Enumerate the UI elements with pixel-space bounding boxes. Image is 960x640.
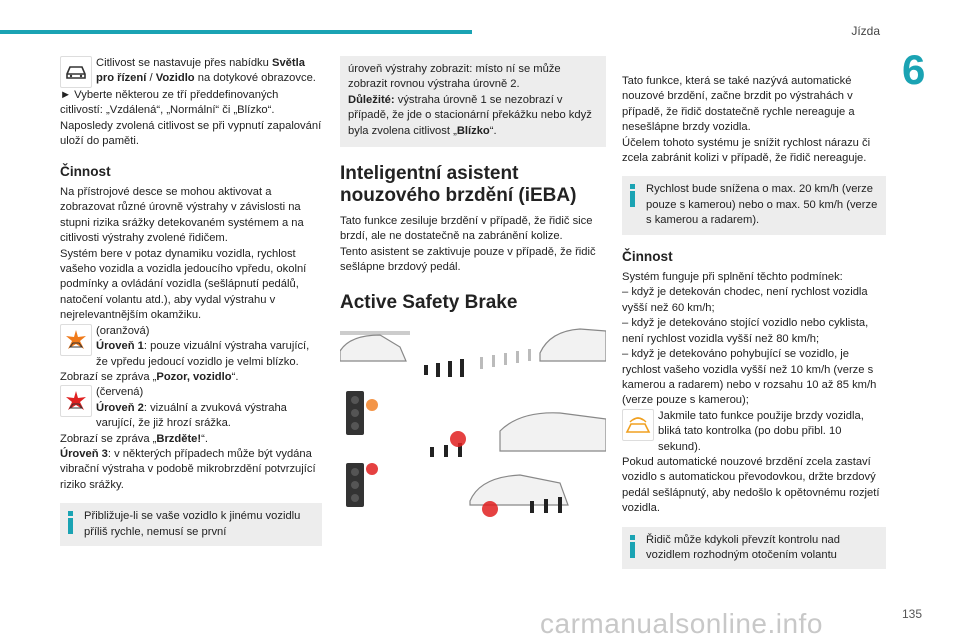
condition-stationary: – když je detekováno stojící vozidlo nebo cyklista, není rychlost vozidla vyšší než 80 km/h; — [622, 317, 869, 345]
conditions-intro: Systém funguje při splnění těchto podmínek: — [622, 271, 843, 284]
car-settings-icon — [60, 56, 92, 88]
ieba-para-1: Tato funkce zesiluje brzdění v případě, že řidič sice brzdí, ale ne dostatečně na zabránění kolize. — [340, 215, 593, 243]
illustration-level-1 — [340, 321, 606, 387]
page-number: 135 — [901, 607, 922, 621]
column-2 — [340, 56, 606, 531]
column-1: Citlivost se nastavuje přes nabídku Světla pro řízení / Vozidlo na dotykové obrazovce. ► Vyberte některou ze tří předdefinovaných citlivostí: „Vzdálená“, „Normální“ či „Blízko“. Naposledy zvolená citlivost se při vypnutí zapalování uloží do paměti. Činnost Na přístrojové desce se mohou aktivovat a zobrazovat různé úrovně výstrahy v závislosti na stupni rizika srážky detekovaném systémem a na citlivosti výstrahy zvolené řidičem. Systém bere v potaz dynamiku vozidla, rychlost vašeho vozidla a vozidla jedoucího vpředu, okolní podmínky a ovládání vozidla (sešlápnutí pedálů, natočení volantu atd.), aby vydal výstrahu v nejrelevantnějším okamžiku. (oranžová) Úroveň 1: pouze vizuální výstraha varující, že vpředu jedoucí vozidlo je velmi blízko. Zobrazí se zpráva „Pozor, vozidlo“. (červená) Úroveň 2: vizuální a zvuková výstraha varující, že již hrozí srážka. Zobrazí se zpráva „Brzděte!“. Úroveň 3: v některých případech může být vydána vibrační výstraha v podobě mikrobrzdění potvrzující riziko srážky. Přibližuje-li se vaše vozidlo k jinému vozidlu příliš rychle, nemusí se první — [60, 56, 322, 546]
automatic-gearbox-para: Pokud automatické nouzové brzdění zcela zastaví vozidlo s automatickou převodovkou, držte brzdový pedál sešlápnutý, aby nedošlo k opětovnému rozjetí vozidla. — [622, 455, 880, 515]
section-title: Jízda — [851, 24, 880, 38]
column-3 — [622, 74, 886, 569]
info-icon — [628, 535, 636, 558]
driver-override-note: Řidič může kdykoli převzít kontrolu nad vozidlem rozhodným otočením volantu — [622, 527, 886, 570]
heading-cinnost: Činnost — [60, 163, 111, 179]
heading-active-safety-brake: Active Safety Brake — [340, 291, 518, 313]
chapter-number: 6 — [902, 46, 926, 93]
dynamics-para: Systém bere v potaz dynamiku vozidla, rychlost vašeho vozidla a vozidla jedoucího vpředu, okolní podmínky a ovládání vozidla (sešlápnutí pedálů, natočení volantu atd.), aby vydal výstrahu v nejrelevantnějším okamžiku. — [60, 247, 307, 322]
illustration-level-2 — [340, 391, 606, 457]
header-accent-bar — [0, 30, 472, 34]
aeb-para-2: Účelem tohoto systému je snížit rychlost nárazu či zcela zabránit kolizi v případě, že řidič nereaguje. — [622, 136, 871, 165]
select-sensitivity: ► Vyberte některou ze tří předdefinovaných citlivostí: „Vzdálená“, „Normální“ či „Blízko“. — [60, 89, 279, 117]
info-icon — [628, 184, 636, 207]
cinnost-para: Na přístrojové desce se mohou aktivovat a zobrazovat různé úrovně výstrahy v závislosti na stupni rizika srážky detekovaném systémem a na citlivosti výstrahy zvolené řidičem. — [60, 186, 304, 245]
speed-note: Rychlost bude snížena o max. 20 km/h (verze pouze s kamerou) nebo o max. 50 km/h (verze s kamerou a radarem). — [622, 176, 886, 234]
level-2: (červená) Úroveň 2: vizuální a zvuková výstraha varující, že již hrozí srážka. — [60, 385, 322, 431]
aeb-para-1: Tato funkce, která se také nazývá automatické nouzové brzdění, začne brzdit po výstrahách v případě, že řidič dostatečně rychle nereaguje a nesešlápne brzdy vozidla. — [622, 75, 855, 134]
brake-lamp-line: Jakmile tato funkce použije brzdy vozidla, bliká tato kontrolka (po dobu přibl. 10 sekund). — [622, 409, 886, 455]
collision-warning-red-icon — [60, 385, 92, 417]
info-note-continued: úroveň výstrahy zobrazit: místo ní se může zobrazit rovnou výstraha úrovně 2. Důležité: výstraha úrovně 1 se nezobrazí v případě, že jde o stacionární překážku nebo když byla zvolena citlivost „Blízko“. — [340, 56, 606, 147]
level-1: (oranžová) Úroveň 1: pouze vizuální výstraha varující, že vpředu jedoucí vozidlo je velmi blízko. — [60, 324, 322, 370]
ieba-para-2: Tento asistent se zaktivuje pouze v případě, že řidič sešlápne brzdový pedál. — [340, 245, 596, 274]
memory-note: Naposledy zvolená citlivost se při vypnutí zapalování uloží do paměti. — [60, 119, 322, 148]
heading-ieba: Inteligentní asistent nouzového brzdění (iEBA) — [340, 163, 577, 207]
info-note: Přibližuje-li se vaše vozidlo k jinému vozidlu příliš rychle, nemusí se první — [60, 503, 322, 546]
heading-cinnost-2: Činnost — [622, 248, 673, 264]
sensitivity-setting: Citlivost se nastavuje přes nabídku Světla pro řízení / Vozidlo na dotykové obrazovce. — [60, 56, 322, 88]
illustration-level-3 — [340, 461, 606, 527]
aeb-warning-lamp-icon — [622, 409, 654, 441]
condition-pedestrian: – když je detekován chodec, není rychlost vozidla vyšší než 60 km/h; — [622, 286, 868, 314]
watermark: carmanualsonline.info — [540, 608, 823, 639]
info-icon — [66, 511, 74, 534]
condition-moving: – když je detekováno pohybující se vozidlo, je rychlost vašeho vozidla vyšší než 10 km/h (verze s kamerou a radarem) nebo v rozsahu 10 až 85 km/h (verze pouze s kamerou); — [622, 348, 877, 407]
collision-warning-orange-icon — [60, 324, 92, 356]
